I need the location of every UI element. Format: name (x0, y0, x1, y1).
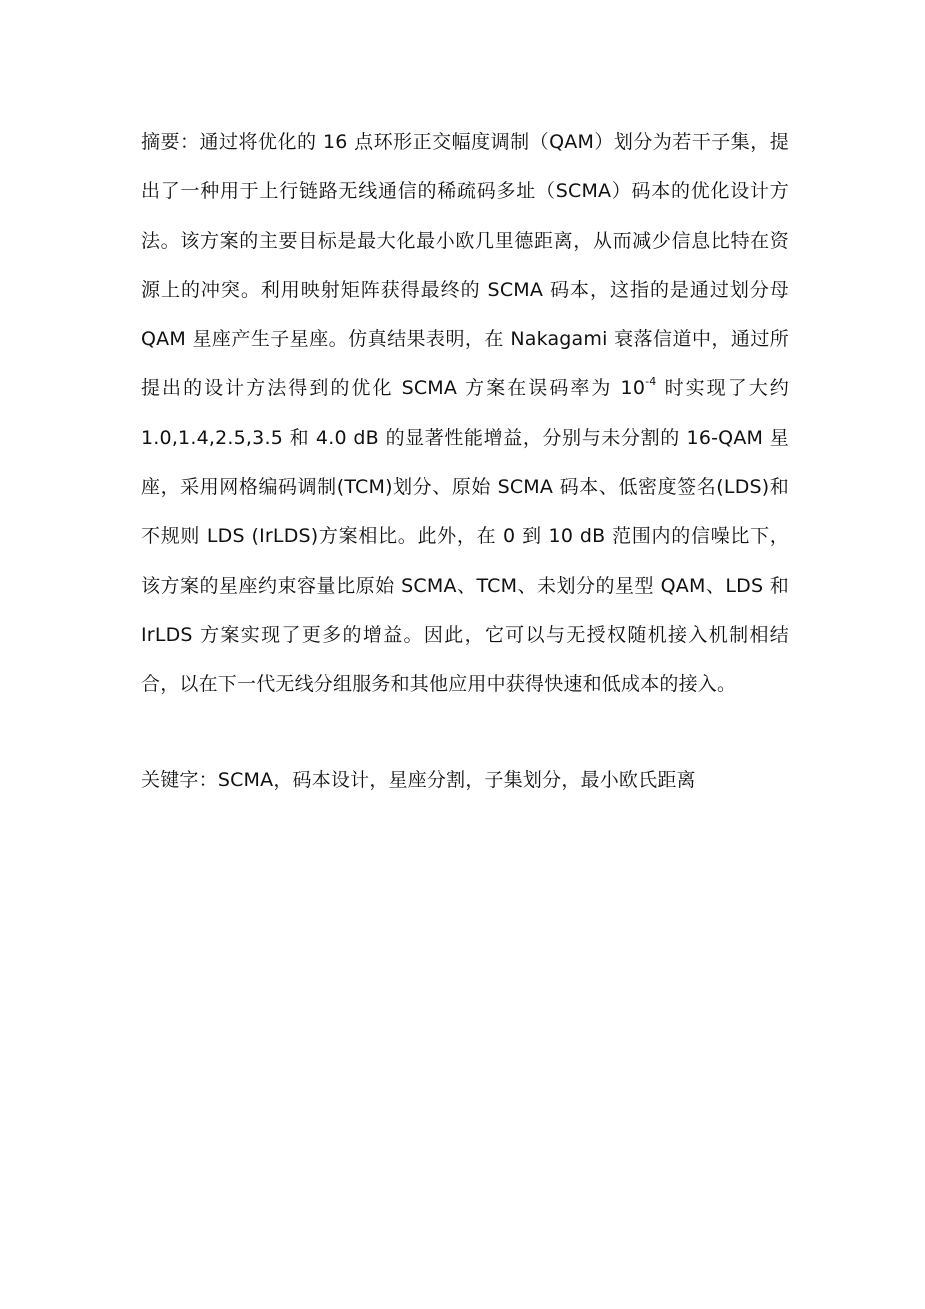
abstract-paragraph (141, 118, 789, 710)
abstract-label: 摘要： (141, 131, 200, 153)
abstract-text-part-2: 时实现了大约 1.0,1.4,2.5,3.5 和 4.0 dB 的显著性能增益，分别与未分割的 16-QAM 星座，采用网格编码调制(TCM)划分、原始 SCMA 码本、低密度签名(LDS)和不规则 LDS (IrLDS)方案相比。此外，在 0 到 10 dB 范围内的信噪比下，该方案的星座约束容量比原始 SCMA、TCM、未划分的星型 QAM、LDS 和 IrLDS 方案实现了更多的增益。因此，它可以与无授权随机接入机制相结合，以在下一代无线分组服务和其他应用中获得快速和低成本的接入。 (141, 377, 789, 696)
keywords-label: 关键字： (141, 769, 218, 791)
keywords-text: SCMA，码本设计，星座分割，子集划分，最小欧氏距离 (217, 769, 696, 791)
ber-exponent: -4 (645, 375, 657, 389)
keywords-line (141, 756, 789, 805)
abstract-text-part-1: 通过将优化的 16 点环形正交幅度调制（QAM）划分为若干子集，提出了一种用于上行链路无线通信的稀疏码多址（SCMA）码本的优化设计方法。该方案的主要目标是最大化最小欧几里德距离，从而减少信息比特在资源上的冲突。利用映射矩阵获得最终的 SCMA 码本，这指的是通过划分母 QAM 星座产生子星座。仿真结果表明，在 Nakagami 衰落信道中，通过所提出的设计方法得到的优化 SCMA 方案在误码率为 10 (141, 131, 790, 400)
